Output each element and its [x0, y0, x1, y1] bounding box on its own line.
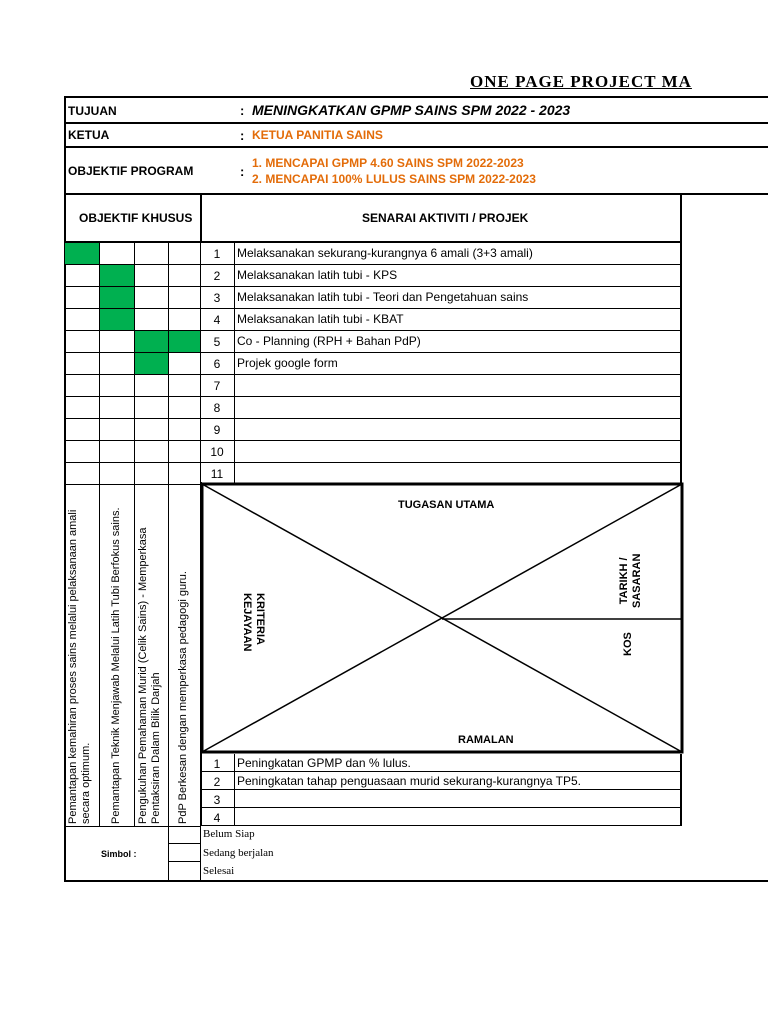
tugasan-utama-label: TUGASAN UTAMA: [398, 499, 495, 511]
activity-number: 3: [213, 291, 221, 305]
activity-number: 2: [213, 269, 221, 283]
tujuan-colon: :: [240, 103, 245, 118]
row-divider: [64, 462, 682, 463]
objektif-program-label: OBJEKTIF PROGRAM: [68, 164, 194, 178]
simbol-selesai: Selesai: [203, 865, 235, 877]
objektif-khusus-text-4: [177, 571, 190, 824]
activity-text: Co - Planning (RPH + Bahan PdP): [237, 334, 421, 348]
divider: [168, 843, 201, 844]
ketua-colon: :: [240, 128, 245, 143]
col-divider: [234, 754, 235, 826]
forecast-number: 3: [213, 793, 221, 807]
tarikh-line-1: TARIKH /: [618, 557, 630, 605]
divider: [680, 193, 682, 243]
col-divider: [134, 485, 135, 826]
kriteria-line-2: KEJAYAAN: [241, 593, 253, 652]
divider: [64, 193, 768, 195]
activity-text: Melaksanakan latih tubi - KPS: [237, 268, 398, 282]
tarikh-line-2: SASARAN: [631, 553, 643, 608]
row-divider: [200, 789, 682, 790]
simbol-belum-siap: Belum Siap: [203, 828, 255, 840]
col-divider: [200, 482, 202, 826]
kriteria-kejayaan-label: [238, 593, 268, 657]
objektif-value-1: 1. MENCAPAI GPMP 4.60 SAINS SPM 2022-2023: [252, 156, 524, 170]
divider: [200, 193, 202, 243]
col-divider: [200, 243, 201, 485]
col-divider: [234, 243, 235, 485]
activity-number: 11: [210, 467, 224, 481]
status-green-cell: [169, 331, 200, 352]
status-green-cell: [100, 287, 134, 308]
col-divider: [99, 485, 100, 826]
forecast-text: Peningkatan tahap penguasaan murid sekurang-kurangnya TP5.: [237, 774, 582, 788]
objektif-khusus-line: Pemantapan kemahiran proses sains melalui pelaksanaan amali: [67, 509, 79, 824]
activity-text: Melaksanakan latih tubi - KBAT: [237, 312, 404, 326]
status-green-cell: [100, 309, 134, 330]
ketua-label: KETUA: [68, 128, 110, 142]
col-divider: [680, 754, 682, 826]
objektif-khusus-text-1: [67, 510, 93, 824]
status-green-cell: [65, 243, 99, 264]
row-divider: [64, 418, 682, 419]
status-green-cell: [100, 265, 134, 286]
row-divider: [64, 440, 682, 441]
forecast-number: 2: [213, 775, 221, 789]
divider: [168, 826, 169, 880]
col-divider: [134, 243, 135, 485]
ramalan-label: RAMALAN: [458, 734, 514, 746]
divider: [64, 826, 201, 827]
objektif-khusus-header: OBJEKTIF KHUSUS: [79, 211, 193, 225]
tugasan-diagram: [200, 482, 684, 754]
divider: [168, 861, 201, 862]
objektif-khusus-line: Pemantapan Teknik Menjawab Melalui Latih Tubi Berfokus sains.: [110, 507, 122, 824]
tarikh-sasaran-label: [618, 548, 648, 608]
forecast-number: 4: [213, 811, 221, 825]
row-divider: [64, 286, 682, 287]
page-title: ONE PAGE PROJECT MA: [470, 72, 692, 91]
col-divider: [64, 243, 65, 485]
activity-number: 10: [210, 445, 224, 459]
activity-number: 7: [213, 379, 221, 393]
activity-number: 6: [213, 357, 221, 371]
row-divider: [64, 396, 682, 397]
kriteria-line-1: KRITERIA: [254, 593, 266, 645]
activity-number: 8: [213, 401, 221, 415]
col-divider: [680, 243, 682, 485]
row-divider: [200, 807, 682, 808]
activity-number: 5: [213, 335, 221, 349]
row-divider: [64, 264, 682, 265]
kos-label: KOS: [622, 632, 634, 656]
objektif-khusus-text-3: [137, 527, 163, 824]
col-divider: [99, 243, 100, 485]
row-divider: [64, 374, 682, 375]
row-divider: [200, 771, 682, 772]
activity-text: Melaksanakan latih tubi - Teori dan Pengetahuan sains: [237, 290, 529, 304]
activity-number: 9: [213, 423, 221, 437]
objektif-khusus-line: secara optimum.: [80, 742, 92, 824]
activity-text: Projek google form: [237, 356, 338, 370]
ketua-value: KETUA PANITIA SAINS: [252, 128, 383, 142]
divider: [64, 241, 682, 243]
status-green-cell: [135, 331, 168, 352]
tujuan-label: TUJUAN: [68, 104, 117, 118]
simbol-sedang-berjalan: Sedang berjalan: [203, 847, 274, 859]
objektif-khusus-text-2: [110, 507, 123, 824]
row-divider: [64, 308, 682, 309]
objektif-khusus-line: PdP Berkesan dengan memperkasa pedagogi guru.: [177, 571, 189, 824]
divider: [64, 146, 768, 148]
activity-text: Melaksanakan sekurang-kurangnya 6 amali (3+3 amali): [237, 246, 533, 260]
objektif-value-2: 2. MENCAPAI 100% LULUS SAINS SPM 2022-2023: [252, 172, 536, 186]
col-divider: [168, 485, 169, 826]
status-green-cell: [135, 353, 168, 374]
simbol-label: Simbol :: [101, 849, 137, 859]
forecast-text: Peningkatan GPMP dan % lulus.: [237, 756, 411, 770]
tujuan-value: MENINGKATKAN GPMP SAINS SPM 2022 - 2023: [252, 102, 571, 118]
divider: [200, 826, 201, 880]
forecast-number: 1: [213, 757, 221, 771]
senarai-aktiviti-header: SENARAI AKTIVITI / PROJEK: [362, 211, 529, 225]
objektif-khusus-line: Pentaksiran Dalam Bilik Darjah: [150, 672, 162, 824]
objektif-colon: :: [240, 164, 245, 179]
col-divider: [168, 243, 169, 485]
row-divider: [200, 825, 682, 826]
objektif-khusus-line: Pengukuhan Pemahaman Murid (Celik Sains) - Memperkasa: [137, 527, 149, 824]
divider: [64, 122, 768, 124]
activity-number: 4: [213, 313, 221, 327]
activity-number: 1: [213, 247, 221, 261]
